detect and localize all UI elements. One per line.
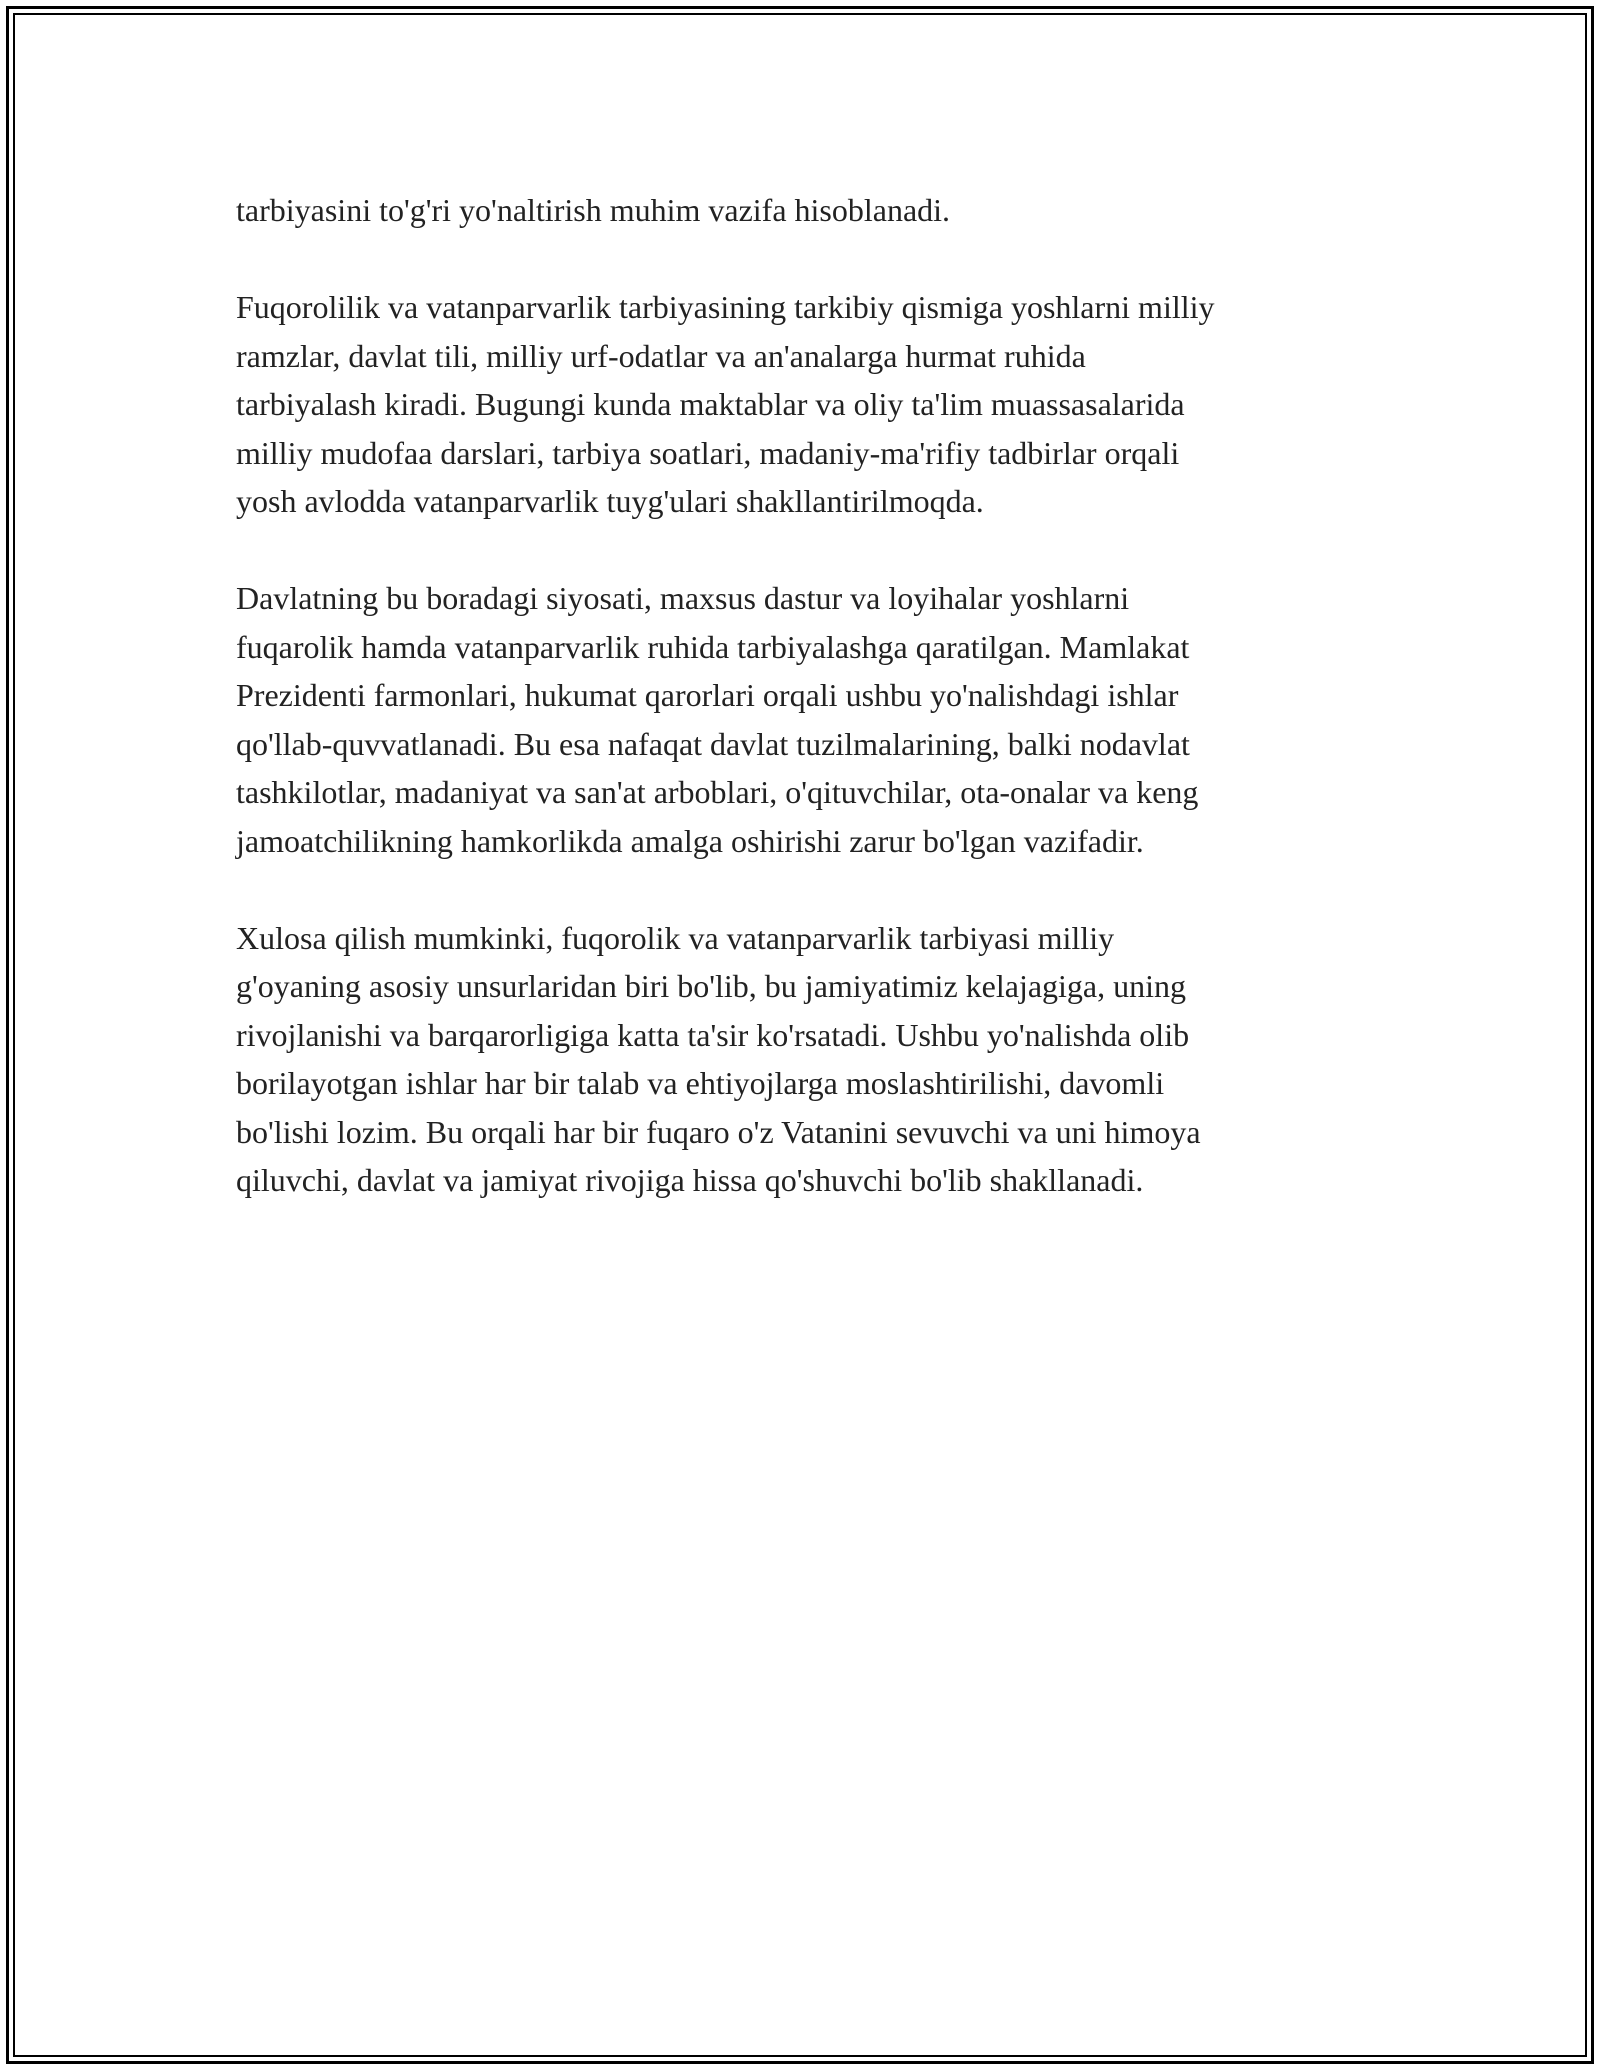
paragraph-civic-education-components: Fuqorolilik va vatanparvarlik tarbiyasining tarkibiy qismiga yoshlarni milliy ramzlar, davlat tili, milliy urf-odatlar va an'analarga hurmat ruhida tarbiyalash kiradi. Bugungi kunda maktablar va oliy ta'lim muassasalarida milliy mudofaa darslari, tarbiya soatlari, madaniy-ma'rifiy tadbirlar orqali yosh avlodda vatanparvarlik tuyg'ulari shakllantirilmoqda. [236, 289, 1215, 519]
paragraph-continuation: tarbiyasini to'g'ri yo'naltirish muhim vazifa hisoblanadi. [236, 192, 951, 228]
document-body [236, 186, 1376, 1253]
paragraph-state-policy: Davlatning bu boradagi siyosati, maxsus dastur va loyihalar yoshlarni fuqarolik hamda vatanparvarlik ruhida tarbiyalashga qaratilgan. Mamlakat Prezidenti farmonlari, hukumat qarorlari orqali ushbu yo'nalishdagi ishlar qo'llab-quvvatlanadi. Bu esa nafaqat davlat tuzilmalarining, balki nodavlat tashkilotlar, madaniyat va san'at arboblari, o'qituvchilar, ota-onalar va keng jamoatchilikning hamkorlikda amalga oshirishi zarur bo'lgan vazifadir. [236, 580, 1199, 859]
paragraph-conclusion: Xulosa qilish mumkinki, fuqorolik va vatanparvarlik tarbiyasi milliy g'oyaning asosiy unsurlaridan biri bo'lib, bu jamiyatimiz kelajagiga, uning rivojlanishi va barqarorligiga katta ta'sir ko'rsatadi. Ushbu yo'nalishda olib borilayotgan ishlar har bir talab va ehtiyojlarga moslashtirilishi, davomli bo'lishi lozim. Bu orqali har bir fuqaro o'z Vatanini sevuvchi va uni himoya qiluvchi, davlat va jamiyat rivojiga hissa qo'shuvchi bo'lib shakllanadi. [236, 919, 1201, 1198]
